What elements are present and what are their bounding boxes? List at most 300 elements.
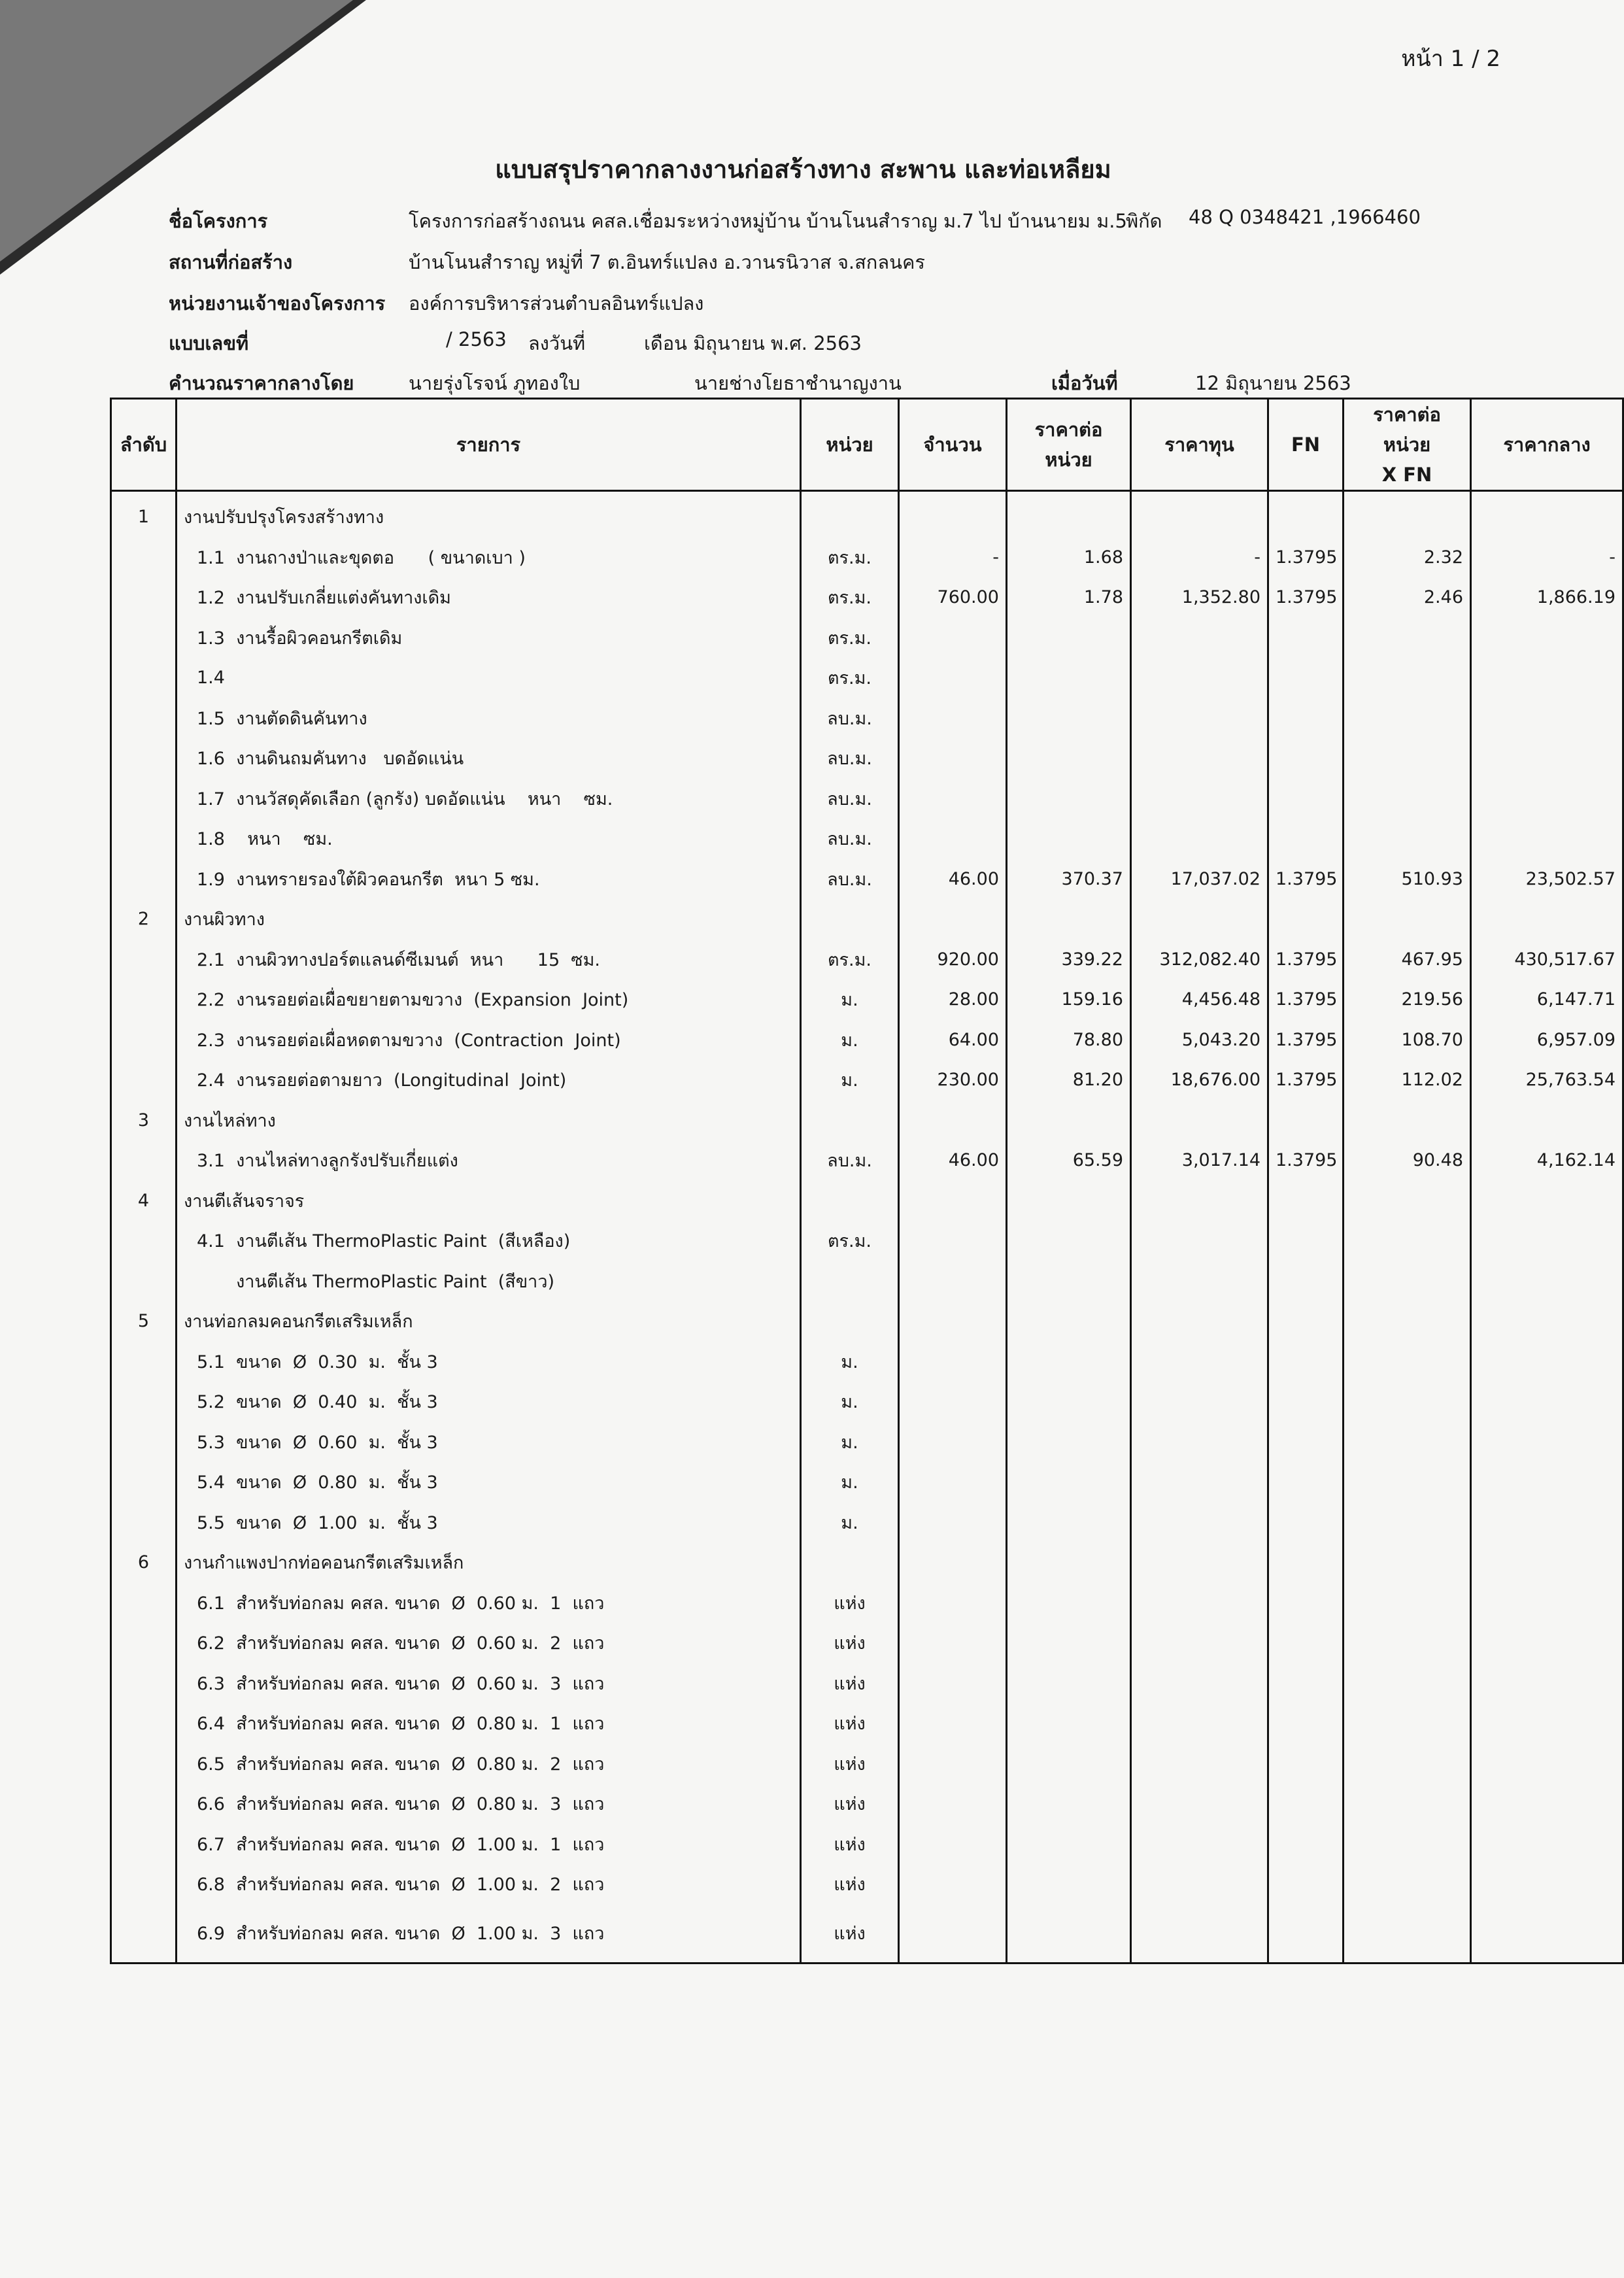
cell-unit-price-fn [1344,1824,1471,1865]
cell-unit-price [1007,1623,1131,1663]
cell-median [1471,1623,1623,1663]
table-body [111,491,1623,1964]
cell-no [111,1703,177,1744]
cell-no: 3 [111,1100,177,1141]
cell-unit-price-fn: 2.46 [1344,577,1471,618]
cell-median [1471,1583,1623,1624]
cell-qty [899,1703,1007,1744]
table-row [111,1905,1623,1964]
cell-unit-price-fn: 108.70 [1344,1020,1471,1061]
cell-fn [1268,698,1344,739]
cell-qty [899,618,1007,658]
cell-item [177,1663,801,1704]
cell-no [111,618,177,658]
cell-no [111,1342,177,1382]
cell-cost [1131,1221,1268,1261]
cell-fn: 1.3795 [1268,1060,1344,1100]
cell-qty [899,738,1007,779]
cell-unit: ม. [801,1422,899,1463]
cell-cost: 18,676.00 [1131,1060,1268,1100]
cell-qty [899,1784,1007,1824]
cell-item [177,779,801,819]
cell-item [177,1623,801,1663]
cell-item [177,859,801,900]
cell-qty [899,1824,1007,1865]
cell-unit: ลบ.ม. [801,698,899,739]
cell-unit-price [1007,779,1131,819]
cell-qty [899,1221,1007,1261]
cell-median: 1,866.19 [1471,577,1623,618]
table-group-row [111,899,1623,940]
project-row [0,206,1606,239]
cell-qty: 28.00 [899,979,1007,1020]
cell-unit-price-fn: 112.02 [1344,1060,1471,1100]
item-label: 2.1 งานผิวทางปอร์ตแลนด์ซีเมนต์ หนา 15 ซม. [197,949,601,970]
col-header-no: ลำดับ [111,399,177,491]
cell-unit [801,491,899,537]
cell-fn [1268,899,1344,940]
cell-unit-price-fn [1344,1703,1471,1744]
item-label: 4.1 งานตีเส้น ThermoPlastic Paint (สีเหลือง) [197,1231,571,1252]
cell-unit-price-fn [1344,1583,1471,1624]
cell-cost: - [1131,537,1268,578]
cell-median [1471,1382,1623,1422]
col-header-median: ราคากลาง [1471,399,1623,491]
item-label: 1.9 งานทรายรองใต้ผิวคอนกรีต หนา 5 ซม. [197,869,540,890]
table-row [111,859,1623,900]
cell-fn [1268,738,1344,779]
cell-unit: ตร.ม. [801,537,899,578]
item-label: 6.9 สำหรับท่อกลม คสล. ขนาด Ø 1.00 ม. 3 แถว [197,1924,605,1944]
cell-unit: แห่ง [801,1864,899,1905]
cell-item [177,979,801,1020]
cell-cost [1131,1744,1268,1784]
when-value: 12 มิถุนายน 2563 [1195,372,1351,394]
cell-median: - [1471,537,1623,578]
cell-median [1471,1503,1623,1543]
cell-qty [899,1342,1007,1382]
table-row [111,738,1623,779]
item-label: 6.7 สำหรับท่อกลม คสล. ขนาด Ø 1.00 ม. 1 แถว [197,1834,605,1855]
cell-no [111,979,177,1020]
cell-median: 430,517.67 [1471,940,1623,980]
cell-unit-price-fn [1344,819,1471,859]
cell-qty [899,1905,1007,1964]
cell-unit-price [1007,1181,1131,1221]
cell-unit-price-fn [1344,1744,1471,1784]
cell-median [1471,1342,1623,1382]
cell-unit-price [1007,1462,1131,1503]
cell-unit-price-fn [1344,618,1471,658]
cell-item [177,1744,801,1784]
cell-unit: ลบ.ม. [801,1140,899,1181]
cell-median [1471,1181,1623,1221]
table-row [111,1462,1623,1503]
cell-item [177,537,801,578]
cell-item: งานปรับปรุงโครงสร้างทาง [177,491,801,537]
when-label: เมื่อวันที่ [1051,372,1118,394]
cell-unit-price: 370.37 [1007,859,1131,900]
cell-unit: ม. [801,1462,899,1503]
owner-label: หน่วยงานเจ้าของโครงการ [169,292,386,314]
cell-median [1471,819,1623,859]
cell-unit: แห่ง [801,1623,899,1663]
cell-cost [1131,1583,1268,1624]
cell-qty [899,1100,1007,1141]
cell-unit: ม. [801,1020,899,1061]
cell-unit-price-fn [1344,1663,1471,1704]
table-row [111,1663,1623,1704]
cell-fn: 1.3795 [1268,940,1344,980]
table-row [111,1060,1623,1100]
cell-unit: ตร.ม. [801,940,899,980]
cell-no [111,940,177,980]
site-value: บ้านโนนสำราญ หมู่ที่ 7 ต.อินทร์แปลง อ.วานรนิวาส จ.สกลนคร [409,251,925,273]
cell-item [177,1382,801,1422]
col-header-unit-price-fn [1344,399,1471,491]
cell-qty [899,899,1007,940]
item-label: 6.6 สำหรับท่อกลม คสล. ขนาด Ø 0.80 ม. 3 แถว [197,1794,605,1815]
item-label: 5.2 ขนาด Ø 0.40 ม. ชั้น 3 [197,1392,438,1413]
cell-item [177,1905,801,1964]
cell-no [111,819,177,859]
cell-no [111,1744,177,1784]
cell-unit-price: 1.68 [1007,537,1131,578]
cell-no [111,1462,177,1503]
cell-median [1471,1301,1623,1342]
cell-no [111,1422,177,1463]
cell-no [111,1140,177,1181]
item-label: 5.4 ขนาด Ø 0.80 ม. ชั้น 3 [197,1472,438,1493]
cell-cost [1131,1623,1268,1663]
cell-fn: 1.3795 [1268,537,1344,578]
cell-unit-price-fn: 2.32 [1344,537,1471,578]
cell-unit: ม. [801,979,899,1020]
table-group-row [111,1100,1623,1141]
item-label: 5.1 ขนาด Ø 0.30 ม. ชั้น 3 [197,1352,438,1372]
cell-item [177,1503,801,1543]
cell-unit-price [1007,1503,1131,1543]
cell-unit: แห่ง [801,1905,899,1964]
cell-unit [801,899,899,940]
cell-unit-price-fn [1344,1100,1471,1141]
table-row [111,1824,1623,1865]
cell-item [177,698,801,739]
cell-item [177,819,801,859]
cell-median: 6,147.71 [1471,979,1623,1020]
cell-cost [1131,1382,1268,1422]
cell-no: 5 [111,1301,177,1342]
cell-unit [801,1181,899,1221]
cell-fn [1268,1583,1344,1624]
table-row [111,1221,1623,1261]
cell-qty: 920.00 [899,940,1007,980]
cell-unit-price-fn [1344,658,1471,698]
cell-unit-price-fn [1344,1503,1471,1543]
table-group-row [111,1181,1623,1221]
cell-no [111,1623,177,1663]
cell-unit-price-fn [1344,779,1471,819]
cell-no [111,1663,177,1704]
cell-cost [1131,1703,1268,1744]
cell-unit: ลบ.ม. [801,779,899,819]
cell-unit [801,1301,899,1342]
cell-unit-price-fn [1344,491,1471,537]
cell-unit-price [1007,1221,1131,1261]
cell-unit-price [1007,1382,1131,1422]
cell-cost: 312,082.40 [1131,940,1268,980]
cell-item [177,1140,801,1181]
cell-unit: ตร.ม. [801,577,899,618]
calc-row [0,368,1606,401]
cell-item [177,658,801,698]
cell-unit: แห่ง [801,1703,899,1744]
cell-unit-price: 159.16 [1007,979,1131,1020]
cell-no [111,1382,177,1422]
cell-item: งานท่อกลมคอนกรีตเสริมเหล็ก [177,1301,801,1342]
cell-median: 23,502.57 [1471,859,1623,900]
cell-unit: แห่ง [801,1824,899,1865]
cell-fn [1268,1542,1344,1583]
cell-cost [1131,1864,1268,1905]
cell-no [111,577,177,618]
cell-median [1471,779,1623,819]
cell-cost [1131,819,1268,859]
cell-no [111,1824,177,1865]
cell-fn [1268,1261,1344,1302]
cell-qty [899,1542,1007,1583]
cell-unit-price-fn [1344,738,1471,779]
cell-item [177,1462,801,1503]
cell-unit-price [1007,1261,1131,1302]
table-row [111,698,1623,739]
table-row [111,1744,1623,1784]
cell-cost [1131,1100,1268,1141]
cell-unit-price [1007,1824,1131,1865]
cell-unit-price: 1.78 [1007,577,1131,618]
cell-no [111,1503,177,1543]
cell-unit-price [1007,1301,1131,1342]
cell-fn [1268,491,1344,537]
cell-unit: ลบ.ม. [801,859,899,900]
item-label: 6.2 สำหรับท่อกลม คสล. ขนาด Ø 0.60 ม. 2 แถว [197,1633,605,1654]
cell-median [1471,491,1623,537]
cell-unit-price-fn: 219.56 [1344,979,1471,1020]
cell-fn [1268,1864,1344,1905]
table-row [111,1703,1623,1744]
item-label: 6.3 สำหรับท่อกลม คสล. ขนาด Ø 0.60 ม. 3 แถว [197,1673,605,1694]
cell-median [1471,899,1623,940]
cell-unit-price: 78.80 [1007,1020,1131,1061]
table-row [111,1342,1623,1382]
cell-cost: 5,043.20 [1131,1020,1268,1061]
table-row [111,1623,1623,1663]
cell-item [177,1422,801,1463]
cell-qty: 64.00 [899,1020,1007,1061]
table-row [111,658,1623,698]
table-row [111,1864,1623,1905]
cell-cost: 17,037.02 [1131,859,1268,900]
cell-no [111,738,177,779]
coord-value: 48 Q 0348421 ,1966460 [1189,206,1421,228]
table-row [111,1261,1623,1302]
cell-fn [1268,1905,1344,1964]
cell-median [1471,658,1623,698]
cell-qty [899,1462,1007,1503]
cell-unit-price [1007,738,1131,779]
owner-value: องค์การบริหารส่วนตำบลอินทร์แปลง [409,292,704,314]
cell-fn [1268,658,1344,698]
cell-fn [1268,1462,1344,1503]
cell-qty [899,1382,1007,1422]
cell-fn [1268,1503,1344,1543]
cell-no [111,698,177,739]
cell-unit-price-fn [1344,698,1471,739]
table-row [111,1140,1623,1181]
item-label: งานตีเส้น ThermoPlastic Paint (สีขาว) [197,1271,555,1292]
cell-median [1471,618,1623,658]
cell-unit-price [1007,1422,1131,1463]
cell-unit-price-fn [1344,1221,1471,1261]
cell-unit: ม. [801,1342,899,1382]
cell-cost [1131,1542,1268,1583]
cell-item [177,618,801,658]
cell-qty [899,819,1007,859]
cell-median: 25,763.54 [1471,1060,1623,1100]
cell-unit-price [1007,1905,1131,1964]
cell-unit-price-fn: 510.93 [1344,859,1471,900]
cell-no: 6 [111,1542,177,1583]
cell-cost [1131,618,1268,658]
item-label: 2.3 งานรอยต่อเผื่อหดตามขวาง (Contraction Joint) [197,1030,621,1051]
cell-cost [1131,1301,1268,1342]
cell-qty: 46.00 [899,859,1007,900]
cell-qty [899,1744,1007,1784]
cell-item [177,1864,801,1905]
cell-unit-price: 81.20 [1007,1060,1131,1100]
cell-qty [899,698,1007,739]
table-row [111,537,1623,578]
cell-unit-price [1007,491,1131,537]
cell-no: 1 [111,491,177,537]
cell-unit-price-fn [1344,1422,1471,1463]
table-row [111,1784,1623,1824]
cell-item [177,1060,801,1100]
item-label: 6.1 สำหรับท่อกลม คสล. ขนาด Ø 0.60 ม. 1 แถว [197,1593,605,1614]
cell-qty [899,1503,1007,1543]
cell-fn [1268,1342,1344,1382]
project-value: โครงการก่อสร้างถนน คสล.เชื่อมระหว่างหมู่บ้าน บ้านโนนสำราญ ม.7 ไป บ้านนายม ม.5 [409,210,1127,232]
cell-qty [899,1261,1007,1302]
cell-unit-price [1007,1342,1131,1382]
cell-fn [1268,819,1344,859]
document-title: แบบสรุปราคากลางงานก่อสร้างทาง สะพาน และท่อเหลียม [495,155,1111,184]
item-label: 1.6 งานดินถมคันทาง บดอัดแน่น [197,749,464,770]
cell-item [177,738,801,779]
cell-item: งานตีเส้นจราจร [177,1181,801,1221]
cell-unit-price [1007,1864,1131,1905]
page-number: หน้า 1 / 2 [1401,46,1500,72]
cell-fn: 1.3795 [1268,979,1344,1020]
cell-cost [1131,1462,1268,1503]
cell-median [1471,1703,1623,1744]
cell-median: 4,162.14 [1471,1140,1623,1181]
item-label: 1.7 งานวัสดุคัดเลือก (ลูกรัง) บดอัดแน่น หนา ซม. [197,789,613,809]
cell-qty [899,658,1007,698]
cell-unit: ลบ.ม. [801,819,899,859]
table-group-row [111,1542,1623,1583]
cell-no [111,1060,177,1100]
cell-unit-price-fn [1344,1905,1471,1964]
cell-item [177,1342,801,1382]
table-row [111,979,1623,1020]
cell-unit-price [1007,819,1131,859]
cell-median [1471,738,1623,779]
cell-median [1471,1261,1623,1302]
cell-item [177,1221,801,1261]
table-row [111,1583,1623,1624]
item-label: 2.2 งานรอยต่อเผื่อขยายตามขวาง (Expansion Joint) [197,990,629,1011]
owner-row [0,288,1606,321]
cell-unit-price [1007,1100,1131,1141]
cell-no [111,1020,177,1061]
cell-unit-price [1007,1744,1131,1784]
cell-unit-price-fn [1344,1462,1471,1503]
project-label: ชื่อโครงการ [169,210,268,232]
cell-median [1471,1824,1623,1865]
form-label: แบบเลขที่ [169,332,249,354]
cell-item [177,1824,801,1865]
cell-fn [1268,1422,1344,1463]
cell-unit [801,1542,899,1583]
table-row [111,819,1623,859]
form-row [0,328,1606,361]
cell-median [1471,1221,1623,1261]
item-label: 5.5 ขนาด Ø 1.00 ม. ชั้น 3 [197,1512,438,1533]
cell-unit-price [1007,618,1131,658]
item-label: 1.1 งานถางป่าและขุดตอ ( ขนาดเบา ) [197,547,526,568]
cell-unit: แห่ง [801,1663,899,1704]
cell-fn [1268,1744,1344,1784]
cell-median [1471,1864,1623,1905]
item-label: 2.4 งานรอยต่อตามยาว (Longitudinal Joint) [197,1070,567,1091]
cell-cost [1131,1784,1268,1824]
cell-cost [1131,1422,1268,1463]
site-label: สถานที่ก่อสร้าง [169,251,293,273]
cell-cost [1131,1663,1268,1704]
cell-fn: 1.3795 [1268,577,1344,618]
table-row [111,1503,1623,1543]
cell-unit: ม. [801,1503,899,1543]
cell-cost [1131,738,1268,779]
cell-fn [1268,1663,1344,1704]
item-label: 1.4 [197,668,225,688]
cell-unit-price [1007,899,1131,940]
cell-cost [1131,1905,1268,1964]
cell-fn [1268,1703,1344,1744]
cell-qty [899,491,1007,537]
cell-item [177,1583,801,1624]
table-row [111,779,1623,819]
cell-unit-price: 339.22 [1007,940,1131,980]
cell-cost [1131,658,1268,698]
cell-item: งานไหล่ทาง [177,1100,801,1141]
cell-item [177,940,801,980]
cell-median [1471,1784,1623,1824]
table-row [111,940,1623,980]
cell-no [111,859,177,900]
calc-position: นายช่างโยธาชำนาญงาน [694,372,902,394]
